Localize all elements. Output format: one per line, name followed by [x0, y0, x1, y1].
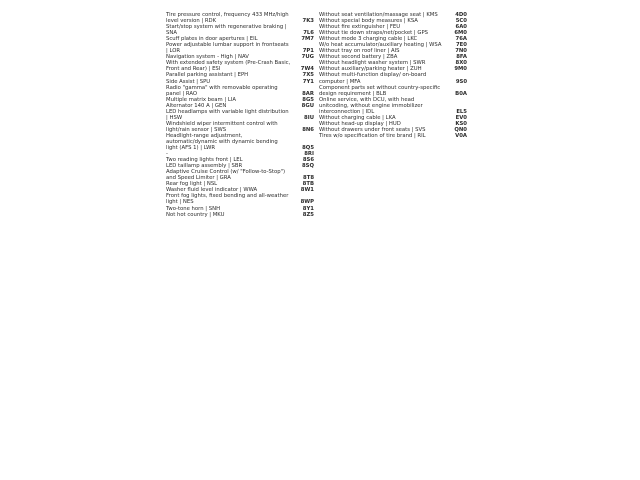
- item-description: Side Assist | SPU: [166, 78, 211, 85]
- item-code: 76A: [455, 36, 467, 43]
- item-code: 8S6: [302, 157, 314, 164]
- item-description: Rear fog light | NSL: [166, 181, 218, 188]
- item-code: 8T8: [303, 175, 314, 182]
- item-description: Without fire extinguisher | FEU: [319, 24, 401, 31]
- item-description: Without tie down straps/net/pocket | GPS: [319, 30, 429, 37]
- item-description: Component parts set without country-specific design requirement | BLB: [319, 84, 441, 97]
- item-code: 8GU: [301, 102, 314, 109]
- item-description: Without head-up display | HUD: [319, 120, 401, 127]
- item-code: 7M7: [301, 36, 314, 43]
- item-description: -: [166, 151, 168, 158]
- item-code: 7X5: [302, 72, 314, 79]
- item-code: 8G5: [302, 96, 314, 103]
- item-code: 8Q5: [302, 145, 314, 152]
- equipment-list-sheet: [160, 12, 472, 234]
- item-description: Without headlight washer system | SWR: [319, 60, 426, 67]
- item-code: 7E0: [456, 42, 467, 49]
- list-item: [319, 85, 467, 97]
- item-code: 8Y1: [302, 205, 314, 212]
- item-code: 8Z5: [302, 211, 314, 218]
- item-code: 8AR: [302, 90, 314, 97]
- item-description: Headlight-range adjustment, automatic/dynamic with dynamic bending light (AFS 1) | LWR: [166, 132, 278, 152]
- item-code: 8RI: [304, 151, 314, 158]
- item-code: 9M0: [454, 66, 467, 73]
- item-code: EL5: [456, 108, 467, 115]
- item-description: Power adjustable lumbar support in frontseats | LOR: [166, 42, 289, 55]
- item-description: Without seat ventilation/massage seat | KMS: [319, 12, 438, 18]
- item-code: B0A: [455, 90, 467, 97]
- item-code: 8SQ: [301, 163, 314, 170]
- item-description: Without multi-function display/ on-board computer | MFA: [319, 72, 427, 85]
- list-item: [166, 42, 314, 54]
- item-code: 8IU: [304, 114, 314, 121]
- item-description: Without mode 3 charging cable | LKC: [319, 36, 418, 43]
- item-description: Start/stop system with regenerative braking | SNA: [166, 24, 287, 37]
- item-code: 6M0: [454, 30, 467, 37]
- item-code: 7K3: [302, 18, 314, 25]
- item-code: KS0: [455, 120, 467, 127]
- item-description: LED headlamps with variable light distribution | HSW: [166, 108, 289, 121]
- item-description: Two reading lights front | LEL: [166, 157, 243, 164]
- list-item: [319, 133, 467, 139]
- item-description: Two-tone horn | SNH: [166, 205, 221, 212]
- item-description: Windshield wiper intermittent control with light/rain sensor | SWS: [166, 120, 278, 133]
- item-code: 8TB: [302, 181, 314, 188]
- list-item: [166, 12, 314, 24]
- item-description: Without tray on roof liner | AIS: [319, 48, 400, 55]
- item-description: Parallel parking assistant | EPH: [166, 72, 249, 79]
- item-code: 8WP: [300, 199, 314, 206]
- item-description: Without drawers under front seats | SVS: [319, 126, 426, 133]
- list-item: [166, 109, 314, 121]
- item-code: 5C0: [455, 18, 467, 25]
- item-code: QN0: [454, 126, 467, 133]
- item-code: 7W4: [300, 66, 314, 73]
- item-description: W/o heat accumulator/auxiliary heating | WSA: [319, 42, 442, 49]
- item-description: Without auxiliary/parking heater | ZUH: [319, 66, 422, 73]
- item-description: Washer fluid level indicator | WWA: [166, 187, 258, 194]
- list-item: [166, 24, 314, 36]
- item-code: 8N6: [302, 126, 314, 133]
- item-code: 9S0: [455, 78, 467, 85]
- item-code: 8X0: [455, 60, 467, 67]
- item-description: Navigation system - High | NAV: [166, 54, 249, 61]
- item-code: 7P1: [302, 48, 314, 55]
- item-description: Without second battery | ZBA: [319, 54, 398, 61]
- item-code: 7UG: [301, 54, 314, 61]
- list-item: [166, 133, 314, 151]
- item-code: 7Y1: [302, 78, 314, 85]
- item-description: Tire pressure control, frequency 433 MHz/high level version | RDK: [166, 12, 289, 25]
- list-item: [319, 72, 467, 84]
- item-description: Radio "gamma" with removable operating panel | RAO: [166, 84, 278, 97]
- list-item: [166, 121, 314, 133]
- item-description: Scuff plates in door apertures | EIL: [166, 36, 258, 43]
- item-description: Adaptive Cruise Control (w/ "Follow-to-Stop") and Speed Limiter | GRA: [166, 169, 286, 182]
- item-description: Tires w/o specification of tire brand | RIL: [319, 132, 426, 139]
- list-item: [166, 60, 314, 72]
- item-description: Multiple matrix beam | LIA: [166, 96, 236, 103]
- item-description: Online service, with DCU, with head unitcoding, without engine immobilizer interconnection | IDL: [319, 96, 423, 115]
- item-code: 7L6: [303, 30, 314, 37]
- item-code: 4D0: [455, 12, 467, 18]
- item-description: Without special body measures | KSA: [319, 18, 418, 25]
- right-column: [319, 12, 467, 139]
- item-code: 7N0: [455, 48, 467, 55]
- left-column: [166, 12, 314, 218]
- item-code: EV0: [455, 114, 467, 121]
- item-code: 6A0: [455, 24, 467, 31]
- item-code: 8FA: [456, 54, 467, 61]
- item-description: Without charging cable | LKA: [319, 114, 396, 121]
- list-item: [319, 97, 467, 115]
- item-description: With extended safety system (Pre-Crash Basic, Front and Rear) | ESI: [166, 60, 291, 73]
- list-item: [166, 85, 314, 97]
- list-item: [166, 212, 314, 218]
- item-description: Not hot country | MKU: [166, 211, 225, 218]
- list-item: [166, 169, 314, 181]
- item-description: Alternator 140 A | GEN: [166, 102, 227, 109]
- item-description: LED taillamp assembly | SBR: [166, 163, 243, 170]
- item-code: V0A: [455, 132, 467, 139]
- item-description: Front fog lights, fixed bending and all-weather light | NES: [166, 193, 289, 206]
- item-code: 8W1: [300, 187, 314, 194]
- list-item: [166, 193, 314, 205]
